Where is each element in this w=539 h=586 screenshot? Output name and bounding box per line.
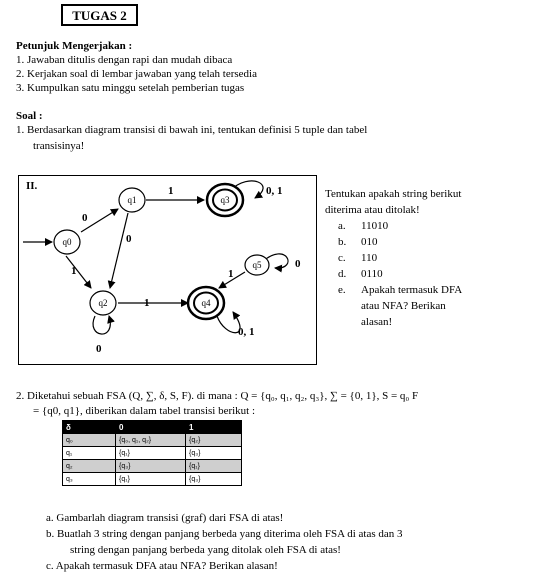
table-cell: q₀ <box>63 434 116 447</box>
table-cell: {q₁} <box>116 447 186 460</box>
loop-q4 <box>217 312 240 333</box>
table-cell: q₁ <box>63 447 116 460</box>
state-q5 <box>245 255 269 275</box>
option-text-cont: alasan! <box>361 316 393 328</box>
option-text: 010 <box>361 236 378 248</box>
state-label: q4 <box>201 298 211 308</box>
table-cell: {q₁} <box>186 460 242 473</box>
state-q1 <box>119 188 145 212</box>
instructions-heading: Petunjuk Mengerjakan : <box>16 40 133 52</box>
state-label: q2 <box>98 298 108 308</box>
edge-label: 0, 1 <box>266 185 283 197</box>
state-q2 <box>90 291 116 315</box>
diagram-label: II. <box>26 180 38 192</box>
instruction-item: 1. Jawaban ditulis dengan rapi dan mudah dibaca <box>16 54 233 66</box>
table-cell: {q₃} <box>116 460 186 473</box>
option-letter: b. <box>338 236 347 248</box>
edge-q0-q2 <box>66 256 91 288</box>
state-label: q3 <box>220 195 230 205</box>
state-q4-final <box>188 287 224 319</box>
state-label: q1 <box>127 195 137 205</box>
edge-label: 0 <box>295 258 301 270</box>
edge-q1-q2 <box>110 213 128 288</box>
option-letter: d. <box>338 268 347 280</box>
edge-label: 0, 1 <box>238 326 255 338</box>
question-1-line2: transisinya! <box>33 140 85 152</box>
edge-label: 1 <box>144 297 150 309</box>
table-cell: {q₃} <box>186 473 242 486</box>
question-2-line2: = {q0, q1}, diberikan dalam tabel transisi berikut : <box>33 405 256 417</box>
table-header-row <box>63 421 242 434</box>
table-cell: {q₁} <box>116 473 186 486</box>
side-question-line2: diterima atau ditolak! <box>325 204 420 216</box>
option-text: Apakah termasuk DFA <box>361 284 463 296</box>
table-row <box>63 473 242 486</box>
transition-diagram <box>19 176 316 364</box>
soal-heading: Soal : <box>16 110 43 122</box>
question-2c: c. Apakah termasuk DFA atau NFA? Berikan alasan! <box>46 560 278 572</box>
option-letter: c. <box>338 252 346 264</box>
edge-label: 0 <box>96 343 102 355</box>
question-2-line1: 2. Diketahui sebuah FSA (Q, ∑, δ, S, F). di mana : Q = {q₀, q₁, q₂, q₃}, ∑ = {0, 1}, S = q₀ F <box>16 390 419 402</box>
option-text: 110 <box>361 252 378 264</box>
table-header: 0 <box>116 421 186 434</box>
state-q0 <box>54 230 80 254</box>
instruction-item: 3. Kumpulkan satu minggu setelah pemberian tugas <box>16 82 245 94</box>
table-cell: {q₃} <box>186 447 242 460</box>
option-text-cont: atau NFA? Berikan <box>361 300 446 312</box>
side-question-line1: Tentukan apakah string berikut <box>325 188 462 200</box>
question-2b-line1: b. Buatlah 3 string dengan panjang berbeda yang diterima oleh FSA di atas dan 3 <box>46 528 403 540</box>
instruction-item: 2. Kerjakan soal di lembar jawaban yang telah tersedia <box>16 68 257 80</box>
transition-diagram-frame <box>18 175 317 365</box>
edge-label: 0 <box>126 233 132 245</box>
edge-label: 1 <box>168 185 174 197</box>
option-letter: a. <box>338 220 346 232</box>
table-row <box>63 434 242 447</box>
option-letter: e. <box>338 284 346 296</box>
option-text: 0110 <box>361 268 383 280</box>
table-cell: q₃ <box>63 473 116 486</box>
table-header: 1 <box>186 421 242 434</box>
table-cell: {q₀, q₁, q₂} <box>116 434 186 447</box>
state-label: q0 <box>62 237 72 247</box>
transition-table <box>62 420 242 486</box>
table-cell: {q₂} <box>186 434 242 447</box>
edge-label: 0 <box>82 212 88 224</box>
table-cell: q₂ <box>63 460 116 473</box>
state-label: q5 <box>252 260 262 270</box>
option-text: 11010 <box>361 220 389 232</box>
table-row <box>63 460 242 473</box>
loop-q2 <box>93 316 110 334</box>
edge-label: 1 <box>228 268 234 280</box>
question-2b-line2: string dengan panjang berbeda yang ditolak oleh FSA di atas! <box>70 544 341 556</box>
edge-label: 1 <box>71 265 77 277</box>
question-2a: a. Gambarlah diagram transisi (graf) dari FSA di atas! <box>46 512 284 524</box>
state-q3-final <box>207 184 243 216</box>
table-header: δ <box>63 421 116 434</box>
table-row <box>63 447 242 460</box>
page-title: TUGAS 2 <box>61 4 138 26</box>
question-1-line1: 1. Berdasarkan diagram transisi di bawah ini, tentukan definisi 5 tuple dan tabel <box>16 124 368 136</box>
